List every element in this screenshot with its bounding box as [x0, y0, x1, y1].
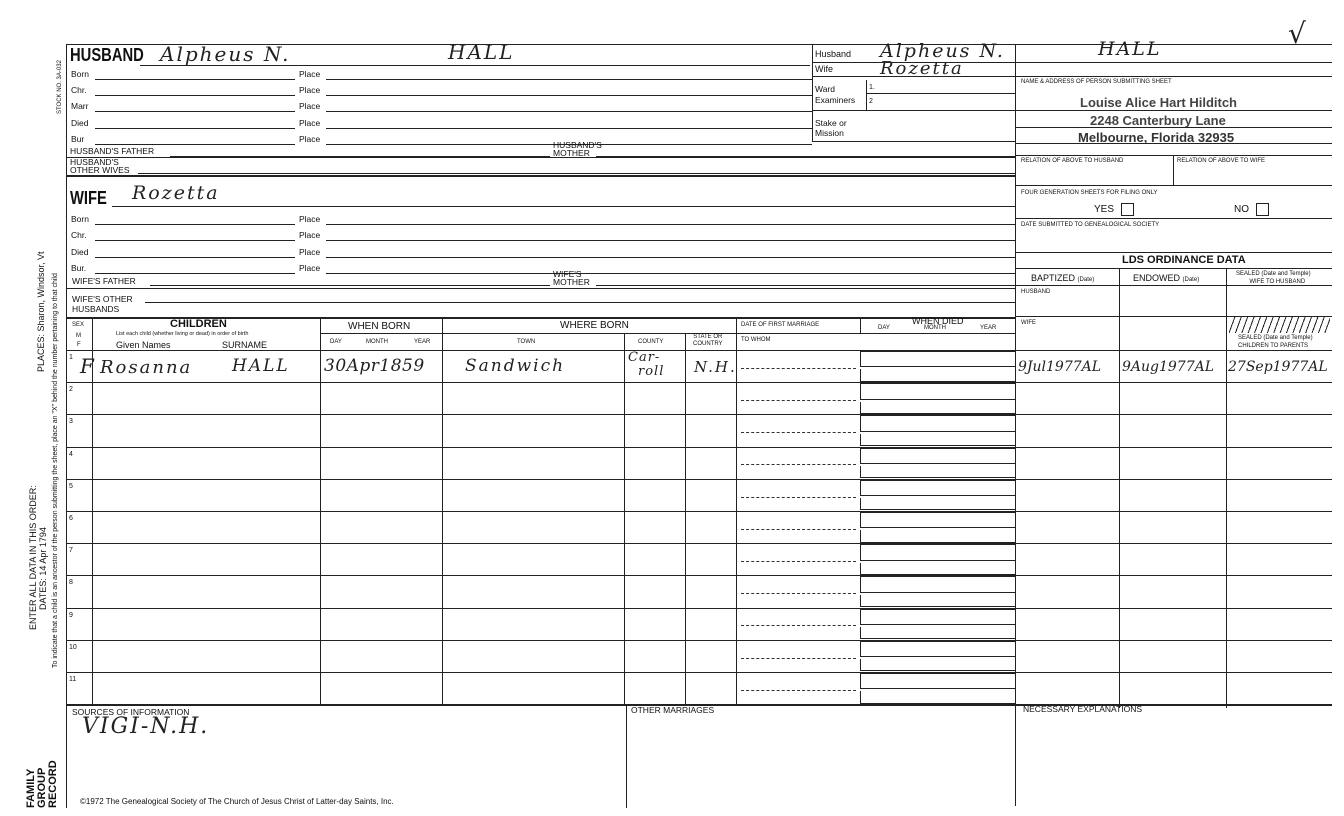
necessary-explanations-label: NECESSARY EXPLANATIONS [1023, 704, 1143, 714]
wife-father-line[interactable] [150, 285, 550, 286]
wife-row-label: Bur. [71, 263, 87, 273]
child-marriage-dash[interactable] [741, 529, 856, 530]
where-born-sub-line [442, 333, 736, 334]
child-number: 9 [69, 611, 73, 619]
wife-row-date-line[interactable] [95, 273, 295, 274]
child-died-lower [860, 402, 1016, 414]
child-marriage-dash[interactable] [741, 400, 856, 401]
submitter-label: NAME & ADDRESS OF PERSON SUBMITTING SHEET [1021, 79, 1172, 85]
child-died-lower [860, 595, 1016, 607]
wife-mother-line[interactable] [596, 285, 1015, 286]
header-box-left [812, 44, 813, 142]
husband-row-date-line[interactable] [95, 144, 295, 145]
child-died-box[interactable] [860, 673, 1016, 689]
examiner-1: 1. [869, 84, 875, 91]
child-number: 3 [69, 418, 73, 426]
given-names-label: Given Names [116, 340, 171, 350]
form-title: FAMILY GROUP RECORD [25, 760, 59, 808]
lds-children-top-line [1015, 350, 1332, 351]
wife-other-husbands-line[interactable] [145, 302, 1015, 303]
died-header-line [736, 333, 1015, 334]
husband-place-line[interactable] [326, 95, 812, 96]
wife-row-label: Born [71, 214, 89, 224]
child-row-line [66, 414, 1332, 415]
county-col-left [624, 333, 625, 705]
wife-name: Rozetta [132, 182, 220, 204]
child-died-lower [860, 466, 1016, 478]
husband-father-divider [66, 157, 1015, 158]
husband-father-label: HUSBAND'S FATHER [70, 146, 155, 156]
husband-row-label: Marr [71, 101, 89, 111]
child-died-lower [860, 434, 1016, 446]
husband-place-label: Place [299, 85, 321, 95]
check-mark: √ [1288, 17, 1308, 50]
child-died-box[interactable] [860, 576, 1016, 592]
stock-number: STOCK NO. 3A-032 [57, 60, 63, 114]
child-row-line [66, 511, 1332, 512]
header-wife-line [812, 76, 1332, 77]
wife-father-label: WIFE'S FATHER [72, 276, 136, 286]
child-row-line [66, 543, 1332, 544]
header-husband-label: Husband [815, 49, 852, 59]
lds-col-divider-1 [1119, 268, 1120, 708]
relation-divider [1173, 155, 1174, 185]
husband-section-bottom [66, 175, 1015, 177]
sex-m: M [76, 333, 81, 339]
lds-col-divider-2 [1226, 268, 1227, 708]
lds-title-line [1015, 268, 1332, 269]
child-baptized: 9Jul1977AL [1018, 359, 1102, 375]
husband-other-wives-line[interactable] [138, 173, 1015, 174]
child-marriage-dash[interactable] [741, 658, 856, 659]
husband-row-date-line[interactable] [95, 79, 295, 80]
child-sex: F [80, 354, 96, 378]
places-example: PLACES: Sharon, Windsor, Vt [36, 251, 46, 372]
husband-surname: HALL [448, 40, 515, 64]
sealed-wife-hatched [1229, 317, 1330, 333]
child-number: 1 [69, 354, 73, 361]
first-marriage-label: DATE OF FIRST MARRIAGE [741, 322, 820, 328]
husband-given-name: Alpheus N. [160, 42, 291, 66]
child-birth-town: Sandwich [465, 356, 566, 376]
header-wife-label: Wife [815, 64, 833, 74]
child-died-box[interactable] [860, 609, 1016, 625]
child-died-lower [860, 369, 1016, 381]
baptized-label: BAPTIZED (Date) [1031, 273, 1095, 283]
four-gen-label: FOUR GENERATION SHEETS FOR FILING ONLY [1021, 190, 1158, 196]
date-submitted-label: DATE SUBMITTED TO GENEALOGICAL SOCIETY [1021, 222, 1160, 228]
ancestor-instruction: To indicate that a child is an ancestor of the person submitting the sheet, place an "X" behind the number pertaining to that child [52, 273, 59, 668]
wife-place-line[interactable] [326, 224, 1015, 225]
date-submitted-bottom [1015, 252, 1332, 253]
husband-row-date-line[interactable] [95, 111, 295, 112]
endowed-label: ENDOWED (Date) [1133, 273, 1200, 283]
enter-all-instruction: ENTER ALL DATA IN THIS ORDER: [28, 485, 38, 630]
wife-place-line[interactable] [326, 257, 1015, 258]
child-number: 6 [69, 515, 73, 522]
submitter-city: Melbourne, Florida 32935 [1078, 130, 1235, 145]
child-died-box[interactable] [860, 480, 1016, 496]
header-husband-value: Alpheus N. [880, 40, 1005, 62]
child-birth-county: Car- roll [628, 350, 665, 379]
child-died-box[interactable] [860, 383, 1016, 399]
child-row-line [66, 479, 1332, 480]
yes-label: YES [1094, 204, 1115, 215]
wife-row-date-line[interactable] [95, 257, 295, 258]
child-died-box[interactable] [860, 351, 1016, 367]
child-birth-state: N.H. [694, 358, 737, 376]
husband-row-date-line[interactable] [95, 128, 295, 129]
child-row-line [66, 640, 1332, 641]
sealed-children-label: SEALED (Date and Temple) CHILDREN TO PARENTS [1238, 335, 1313, 349]
child-birth-date: 30Apr1859 [324, 356, 425, 376]
child-number: 8 [69, 579, 73, 587]
wife-row-date-line[interactable] [95, 224, 295, 225]
died-year-label: YEAR [980, 325, 997, 331]
state-col-left [685, 333, 686, 705]
husband-label: HUSBAND [70, 45, 144, 65]
child-number: 7 [69, 547, 73, 555]
child-died-lower [860, 691, 1016, 703]
lds-header-line [1015, 285, 1332, 286]
husband-place-line[interactable] [326, 111, 812, 112]
no-checkbox[interactable] [1256, 203, 1269, 216]
husband-mother-label: HUSBAND'S MOTHER [553, 140, 602, 158]
submitter-name: Louise Alice Hart Hilditch [1080, 95, 1237, 110]
state-label: STATE OR COUNTRY [693, 334, 723, 347]
husband-place-label: Place [299, 134, 321, 144]
wife-mother-label: WIFE'S MOTHER [553, 269, 590, 287]
wife-label: WIFE [70, 188, 107, 208]
husband-name-line [140, 65, 810, 66]
child-number: 10 [69, 643, 77, 651]
wife-place-label: Place [299, 247, 321, 257]
yes-checkbox[interactable] [1121, 203, 1134, 216]
born-month-label: MONTH [366, 339, 388, 345]
wife-place-label: Place [299, 263, 321, 273]
child-died-box[interactable] [860, 641, 1016, 657]
child-number: 5 [69, 482, 73, 490]
wife-place-label: Place [299, 230, 321, 240]
child-given-name: Rosanna [100, 357, 193, 378]
county-label: COUNTY [638, 339, 664, 345]
child-marriage-dash[interactable] [741, 432, 856, 433]
wife-row-label: Died [71, 247, 89, 257]
children-subtitle: List each child (whether living or dead) in order of birth [116, 331, 249, 337]
to-whom-label: TO WHOM [741, 337, 771, 343]
husband-place-label: Place [299, 118, 321, 128]
ward-bottom-line [812, 110, 1015, 111]
child-died-box[interactable] [860, 448, 1016, 464]
child-sealed: 27Sep1977AL [1228, 359, 1328, 375]
child-marriage-dash[interactable] [741, 561, 856, 562]
husband-row-date-line[interactable] [95, 95, 295, 96]
wife-row-label: Chr. [71, 230, 87, 240]
child-row-line [66, 608, 1332, 609]
submitter-street: 2248 Canterbury Lane [1090, 113, 1226, 128]
child-row-line [66, 382, 1332, 383]
born-year-label: YEAR [414, 339, 431, 345]
child-died-lower [860, 627, 1016, 639]
when-born-label: WHEN BORN [348, 321, 411, 332]
husband-row-label: Chr. [71, 85, 87, 95]
child-died-lower [860, 498, 1016, 510]
husband-place-line[interactable] [326, 79, 812, 80]
child-number: 11 [69, 676, 77, 683]
child-died-lower [860, 659, 1016, 671]
relation-bottom-line [1015, 185, 1332, 186]
wife-row-date-line[interactable] [95, 240, 295, 241]
lds-title: LDS ORDINANCE DATA [1122, 254, 1246, 266]
stake-bottom-line [812, 141, 1015, 142]
town-label: TOWN [517, 339, 536, 345]
header-husband-surname: HALL [1098, 38, 1162, 60]
husband-row-label: Born [71, 69, 89, 79]
ward-label: Ward [815, 84, 835, 94]
husband-row-label: Died [71, 118, 89, 128]
examiner-1-line[interactable] [866, 93, 1015, 94]
where-born-label: WHERE BORN [560, 320, 629, 331]
child-number: 4 [69, 450, 73, 458]
when-died-col-left [860, 317, 861, 333]
copyright: ©1972 The Genealogical Society of The Church of Jesus Christ of Latter-day Saints, Inc. [80, 797, 394, 806]
child-marriage-dash[interactable] [741, 593, 856, 594]
died-month-label: MONTH [924, 325, 946, 331]
wife-place-label: Place [299, 214, 321, 224]
examiner-2: 2 [869, 98, 873, 105]
child-row-line [66, 672, 1332, 673]
other-marriages-divider [626, 705, 627, 808]
child-number: 2 [69, 386, 73, 394]
surname-label: SURNAME [222, 340, 268, 350]
left-border [66, 44, 67, 808]
sex-label: SEX [72, 322, 85, 328]
child-died-lower [860, 530, 1016, 542]
relation-husband-label: RELATION OF ABOVE TO HUSBAND [1021, 158, 1124, 164]
husband-other-wives-label: HUSBAND'S OTHER WIVES [70, 157, 130, 175]
sex-f: F [77, 342, 81, 348]
child-row-line [66, 575, 1332, 576]
child-marriage-dash[interactable] [741, 368, 856, 369]
wife-father-divider [66, 288, 1015, 289]
other-marriages-label: OTHER MARRIAGES [631, 705, 715, 715]
lds-husband-label: HUSBAND [1021, 289, 1051, 295]
died-day-label: DAY [878, 325, 890, 331]
examiners-label: Examiners [815, 95, 856, 105]
child-marriage-dash[interactable] [741, 464, 856, 465]
child-marriage-dash[interactable] [741, 690, 856, 691]
submitter-line-1 [1015, 110, 1332, 111]
relation-wife-label: RELATION OF ABOVE TO WIFE [1177, 158, 1266, 164]
child-marriage-dash[interactable] [741, 497, 856, 498]
lds-wife-label: WIFE [1021, 320, 1036, 326]
child-row-line [66, 447, 1332, 448]
no-label: NO [1234, 204, 1249, 215]
child-died-box[interactable] [860, 415, 1016, 431]
submitter-line-2 [1015, 127, 1332, 128]
wife-place-line[interactable] [326, 240, 1015, 241]
when-died-label: WHEN DIED [912, 316, 964, 326]
stake-label: Stake or Mission [815, 118, 847, 138]
four-gen-bottom-line [1015, 218, 1332, 219]
sealed-wife-label: SEALED (Date and Temple) WIFE TO HUSBAND [1236, 271, 1311, 285]
husband-place-label: Place [299, 69, 321, 79]
born-day-label: DAY [330, 339, 342, 345]
when-born-sub-line [320, 333, 442, 334]
child-surname: HALL [232, 356, 290, 376]
child-died-box[interactable] [860, 544, 1016, 560]
wife-name-line [112, 206, 1015, 207]
submitter-line-3 [1015, 143, 1332, 144]
child-marriage-dash[interactable] [741, 625, 856, 626]
sources-value: VIGI-N.H. [82, 714, 210, 739]
child-died-lower [860, 563, 1016, 575]
husband-row-label: Bur [71, 134, 85, 144]
header-wife-value: Rozetta [880, 58, 964, 79]
child-endowed: 9Aug1977AL [1122, 359, 1215, 375]
child-died-box[interactable] [860, 512, 1016, 528]
husband-place-line[interactable] [326, 128, 812, 129]
wife-other-husbands-label: WIFE'S OTHER HUSBANDS [72, 294, 133, 314]
children-title: CHILDREN [170, 318, 227, 330]
wife-place-line[interactable] [326, 273, 1015, 274]
sources-label: SOURCES OF INFORMATION [72, 707, 190, 717]
husband-place-label: Place [299, 101, 321, 111]
examiners-divider [866, 80, 867, 110]
dates-example: DATES: 14 Apr 1794 [38, 527, 48, 610]
